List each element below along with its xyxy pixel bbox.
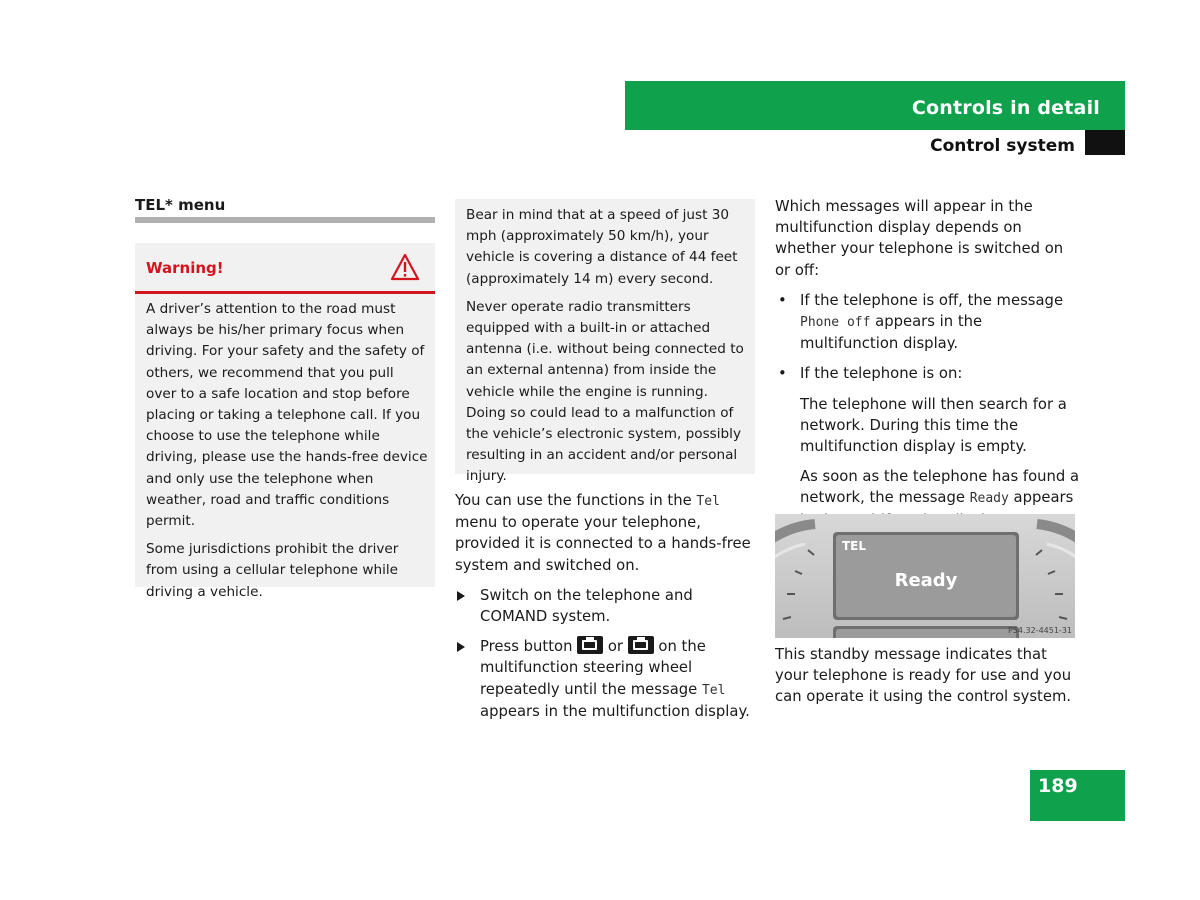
step-text: or <box>603 638 628 656</box>
note-paragraph: Never operate radio transmitters equipped with a built-in or attached antenna (i.e. without being connected to an external antenna) from inside the vehicle while the engine is running. Doing so could lead to a malfunction of the vehicle’s electronic system, possibly resulting in an accident and/or personal injury. <box>466 298 744 485</box>
intro-text: menu to operate your telephone, provided it is connected to a hands-free system and switched on. <box>455 514 751 574</box>
warning-triangle-icon <box>390 253 420 281</box>
note-paragraph: Bear in mind that at a speed of just 30 mph (approximately 50 km/h), your vehicle is covering a distance of 44 feet (approximately 14 m) every second. <box>466 207 738 287</box>
bullet-item <box>775 290 1080 355</box>
display-screen-title: TEL <box>842 539 867 553</box>
note-text <box>466 205 748 495</box>
warning-text <box>146 299 428 610</box>
intro-text: You can use the functions in the <box>455 492 697 509</box>
instructions <box>455 490 755 731</box>
indent-text: appears <box>1013 489 1074 507</box>
step-text: appears in the multifunction display. <box>480 702 750 720</box>
display-photo <box>775 514 1075 638</box>
figure-caption: This standby message indicates that your telephone is ready for use and you can operate it using the control system. <box>775 646 1072 706</box>
warning-paragraph: Some jurisdictions prohibit the driver from using a cellular telephone while driving a vehicle. <box>146 541 399 600</box>
display-code-tel: Tel <box>696 494 720 509</box>
chapter-title: Controls in detail <box>911 97 1100 119</box>
page-number: 189 <box>1038 775 1078 797</box>
section-marker <box>1085 130 1125 155</box>
display-button-icon <box>577 636 603 654</box>
step-text: on the multifunction steering wheel repeatedly until the message <box>480 638 706 698</box>
warning-label: Warning! <box>146 259 224 277</box>
warning-paragraph: A driver’s attention to the road must always be his/her primary focus when driving. For your safety and the safety of others, we recommend that you pull over to a safe location and stop before placing or taking a telephone call. If you choose to use the telephone while driving, please use the hands-free device and only use the telephone when weather, road and traffic conditions permit. <box>146 301 428 530</box>
display-screen-message: Ready <box>894 570 958 591</box>
image-code: P54.32-4451-31 <box>1007 626 1072 635</box>
step-text: Press button <box>480 638 578 656</box>
bullet-item <box>775 363 1080 384</box>
page-number-box <box>1030 770 1125 821</box>
menu-heading: TEL* menu <box>135 196 226 214</box>
step-arrow-icon <box>457 591 465 601</box>
note-box <box>455 199 755 485</box>
step-text: Switch on the telephone and COMAND system. <box>480 586 693 626</box>
display-button-icon <box>628 636 654 654</box>
instruction-step <box>455 636 755 722</box>
display-code-ready: Ready <box>969 491 1009 507</box>
bullet-dot: • <box>778 291 787 309</box>
bullet-text: If the telephone is on: <box>800 365 963 383</box>
section-title: Control system <box>930 136 1075 156</box>
indent-text: As soon as the telephone has found a network, the message <box>800 468 1080 507</box>
heading-rule <box>135 217 435 223</box>
intro-paragraph <box>455 490 755 576</box>
warning-rule <box>135 291 435 294</box>
indented-paragraph: The telephone will then search for a network. During this time the multifunction display is empty. <box>800 395 1067 456</box>
display-code-phone-off: Phone off <box>800 315 871 331</box>
message-explanation <box>775 196 1080 540</box>
step-arrow-icon <box>457 642 465 652</box>
bullet-dot: • <box>778 365 787 383</box>
bullet-text: If the telephone is off, the message <box>800 291 1064 309</box>
intro-paragraph: Which messages will appear in the multifunction display depends on whether your telephone is switched on or off: <box>775 198 1064 279</box>
warning-box <box>135 243 435 600</box>
bullet-text: appears in the multifunction display. <box>800 313 983 353</box>
instruction-step <box>455 585 755 627</box>
chapter-header-bar <box>625 81 1125 130</box>
display-code-tel: Tel <box>701 682 726 698</box>
